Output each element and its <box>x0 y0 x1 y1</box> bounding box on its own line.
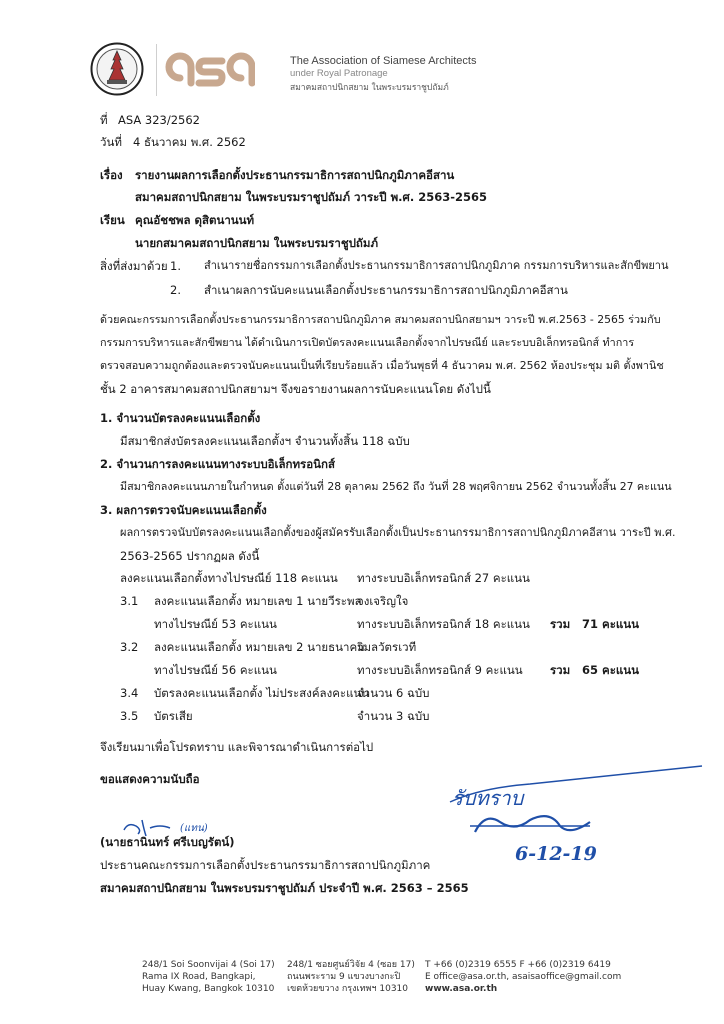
section-1-title: 1. จำนวนบัตรลงคะแนนเลือกตั้ง <box>100 411 261 425</box>
result-3-1-candidate: ลงคะแนนเลือกตั้ง หมายเลข 1 นายวีระพล <box>154 594 362 608</box>
footer-website[interactable]: www.asa.or.th <box>425 984 498 994</box>
intro-line-1: ด้วยคณะกรรมการเลือกตั้งประธานกรรมาธิการสถาปนิกภูมิภาค สมาคมสถาปนิกสยามฯ วาระปี พ.ศ.2563 - 2565 ร่วมกับ <box>100 313 661 326</box>
asa-seal-logo <box>90 42 144 96</box>
enclosure-2-num: 2. <box>170 283 181 297</box>
result-3-5-count: จำนวน 3 ฉบับ <box>357 709 430 723</box>
org-name-th: สมาคมสถาปนิกสยาม ในพระบรมราชูปถัมภ์ <box>290 83 449 93</box>
result-3-5-label: บัตรเสีย <box>154 709 193 723</box>
result-3-1-postal: ทางไปรษณีย์ 53 คะแนน <box>154 617 277 631</box>
result-3-1-surname: จงเจริญใจ <box>357 594 409 608</box>
result-3-5-num: 3.5 <box>120 709 139 723</box>
footer-address-en-3: Huay Kwang, Bangkok 10310 <box>142 984 275 994</box>
section-2-body: มีสมาชิกลงคะแนนภายในกำหนด ตั้งแต่วันที่ 28 ตุลาคม 2562 ถึง วันที่ 28 พฤศจิกายน 2562 จำนวนทั้งสิ้น 27 คะแนน <box>120 480 672 493</box>
result-3-2-total-label: รวม <box>550 663 571 677</box>
footer-address-th-2: ถนนพระราม 9 แขวงบางกะปิ <box>287 972 401 982</box>
enclosure-1-num: 1. <box>170 259 181 273</box>
result-3-2-electronic: ทางระบบอิเล็กทรอนิกส์ 9 คะแนน <box>357 663 523 677</box>
org-name-en: The Association of Siamese Architects <box>290 55 477 67</box>
to-label: เรียน <box>100 213 125 227</box>
result-3-4-label: บัตรลงคะแนนเลือกตั้ง ไม่ประสงค์ลงคะแนน <box>154 686 370 700</box>
signature-note: (แทน) <box>180 823 208 834</box>
subject-label: เรื่อง <box>100 168 123 182</box>
to-line-2: นายกสมาคมสถาปนิกสยาม ในพระบรมราชูปถัมภ์ <box>135 236 379 250</box>
to-line-1: คุณอัชชพล ดุสิตนานนท์ <box>135 213 255 227</box>
subject-line-2: สมาคมสถาปนิกสยาม ในพระบรมราชูปถัมภ์ วาระปี พ.ศ. 2563-2565 <box>135 190 488 204</box>
subject-line-1: รายงานผลการเลือกตั้งประธานกรรมาธิการสถาปนิกภูมิภาคอีสาน <box>135 168 455 182</box>
enclosure-label: สิ่งที่ส่งมาด้วย <box>100 259 168 273</box>
section-3-body-2: 2563-2565 ปรากฏผล ดังนี้ <box>120 549 260 563</box>
header-divider <box>156 44 157 96</box>
asa-wordmark-logo <box>165 45 255 90</box>
section-3-body-1: ผลการตรวจนับบัตรลงคะแนนเลือกตั้งของผู้สมัครรับเลือกตั้งเป็นประธานกรรมาธิการสถาปนิกภูมิภาคอีสาน วาระปี พ.ศ. <box>120 526 676 539</box>
result-3-1-total-label: รวม <box>550 617 571 631</box>
closing-text: จึงเรียนมาเพื่อโปรดทราบ และพิจารณาดำเนินการต่อไป <box>100 740 374 754</box>
result-3-2-postal: ทางไปรษณีย์ 56 คะแนน <box>154 663 277 677</box>
result-3-2-surname: วิมลวัตรเวที <box>357 640 417 654</box>
result-3-2-num: 3.2 <box>120 640 139 654</box>
intro-line-2: กรรมการบริหารและสักขีพยาน ได้ดำเนินการเปิดบัตรลงคะแนนเลือกตั้งจากไปรษณีย์ และระบบอิเล็กทรอนิกส์ ทำการ <box>100 336 635 349</box>
footer-email[interactable]: E office@asa.or.th, asaisaoffice@gmail.com <box>425 972 622 982</box>
handwritten-acknowledged: รับทราบ <box>452 786 524 810</box>
org-patronage-en: under Royal Patronage <box>290 68 388 79</box>
footer-address-th-1: 248/1 ซอยศูนย์วิจัย 4 (ซอย 17) <box>287 960 415 970</box>
ref-value: ASA 323/2562 <box>118 113 200 127</box>
result-3-1-total: 71 คะแนน <box>582 617 640 631</box>
footer-phone: T +66 (0)2319 6555 F +66 (0)2319 6419 <box>425 960 611 970</box>
result-3-2-candidate: ลงคะแนนเลือกตั้ง หมายเลข 2 นายธนาคม <box>154 640 365 654</box>
section-2-title: 2. จำนวนการลงคะแนนทางระบบอิเล็กทรอนิกส์ <box>100 457 335 471</box>
postal-total: ลงคะแนนเลือกตั้งทางไปรษณีย์ 118 คะแนน <box>120 571 338 585</box>
result-3-4-num: 3.4 <box>120 686 139 700</box>
footer-address-th-3: เขตห้วยขวาง กรุงเทพฯ 10310 <box>287 984 409 994</box>
signer-title-2: สมาคมสถาปนิกสยาม ในพระบรมราชูปถัมภ์ ประจำปี พ.ศ. 2563 – 2565 <box>100 881 469 895</box>
enclosure-1-text: สำเนารายชื่อกรรมการเลือกตั้งประธานกรรมาธิการสถาปนิกภูมิภาค กรรมการบริหารและสักขีพยาน <box>204 259 669 272</box>
regards-text: ขอแสดงความนับถือ <box>100 772 200 786</box>
date-value: 4 ธันวาคม พ.ศ. 2562 <box>133 135 246 149</box>
ref-label: ที่ <box>100 113 108 127</box>
intro-line-3: ตรวจสอบความถูกต้องและตรวจนับคะแนนเป็นที่เรียบร้อยแล้ว เมื่อวันพุธที่ 4 ธันวาคม พ.ศ. 2562 ห้องประชุม มติ ตั้งพานิช <box>100 359 664 372</box>
result-3-1-num: 3.1 <box>120 594 139 608</box>
result-3-1-electronic: ทางระบบอิเล็กทรอนิกส์ 18 คะแนน <box>357 617 530 631</box>
enclosure-2-text: สำเนาผลการนับคะแนนเลือกตั้งประธานกรรมาธิการสถาปนิกภูมิภาคอีสาน <box>204 283 568 297</box>
section-3-title: 3. ผลการตรวจนับคะแนนเลือกตั้ง <box>100 503 267 517</box>
result-3-2-total: 65 คะแนน <box>582 663 640 677</box>
result-3-4-count: จำนวน 6 ฉบับ <box>357 686 430 700</box>
signer-title-1: ประธานคณะกรรมการเลือกตั้งประธานกรรมาธิการสถาปนิกภูมิภาค <box>100 858 431 872</box>
signer-name: (นายธานินทร์ ศรีเบญรัตน์) <box>100 835 235 849</box>
section-1-body: มีสมาชิกส่งบัตรลงคะแนนเลือกตั้งฯ จำนวนทั้งสิ้น 118 ฉบับ <box>120 434 410 448</box>
footer-address-en-1: 248/1 Soi Soonvijai 4 (Soi 17) <box>142 960 275 970</box>
electronic-total: ทางระบบอิเล็กทรอนิกส์ 27 คะแนน <box>357 571 530 585</box>
footer-address-en-2: Rama IX Road, Bangkapi, <box>142 972 256 982</box>
date-label: วันที่ <box>100 135 122 149</box>
intro-line-4: ชั้น 2 อาคารสมาคมสถาปนิกสยามฯ จึงขอรายงานผลการนับคะแนนโดย ดังไปนี้ <box>100 382 491 396</box>
handwritten-date: 6-12-19 <box>515 843 597 865</box>
